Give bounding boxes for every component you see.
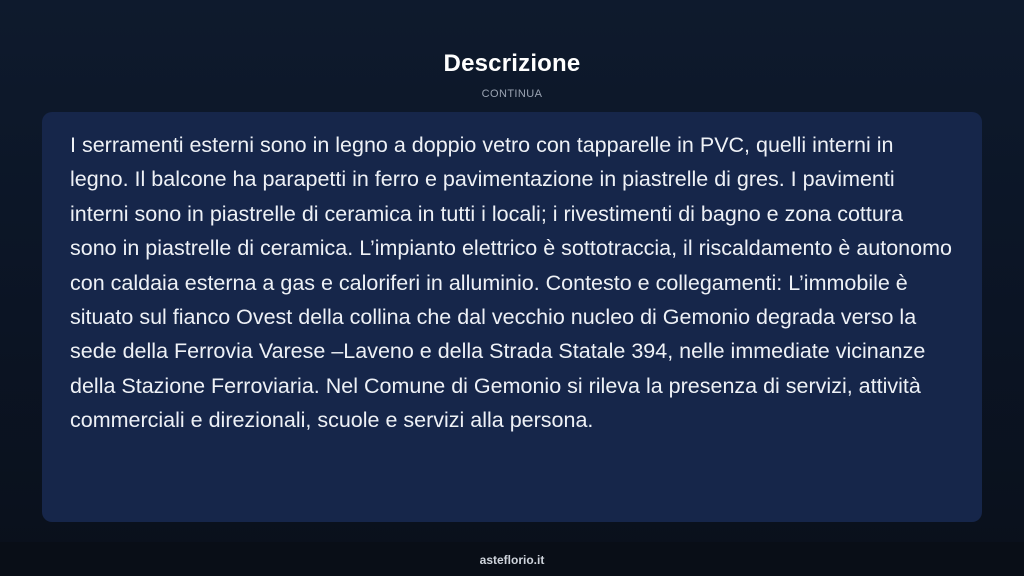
page-header (0, 48, 1024, 102)
page-title: Descrizione (443, 50, 581, 77)
continua-label: CONTINUA (481, 88, 543, 100)
description-text: I serramenti esterni sono in legno a doppio vetro con tapparelle in PVC, quelli interni in legno. Il balcone ha parapetti in ferro e pavimentazione in piastrelle di gres. I pavimenti interni sono in piastrelle di ceramica in tutti i locali; i rivestimenti di bagno e zona cottura sono in piastrelle di ceramica. L’impianto elettrico è sottotraccia, il riscaldamento è autonomo con caldaia esterna a gas e caloriferi in alluminio. Contesto e collegamenti: L’immobile è situato sul fianco Ovest della collina che dal vecchio nucleo di Gemonio degrada verso la sede della Ferrovia Varese –Laveno e della Strada Statale 394, nelle immediate vicinanze della Stazione Ferroviaria. Nel Comune di Gemonio si rileva la presenza di servizi, attività commerciali e direzionali, scuole e servizi alla persona. (70, 133, 952, 433)
site-name: asteflorio.it (479, 553, 545, 567)
description-card (42, 112, 982, 522)
footer-bar (0, 542, 1024, 576)
